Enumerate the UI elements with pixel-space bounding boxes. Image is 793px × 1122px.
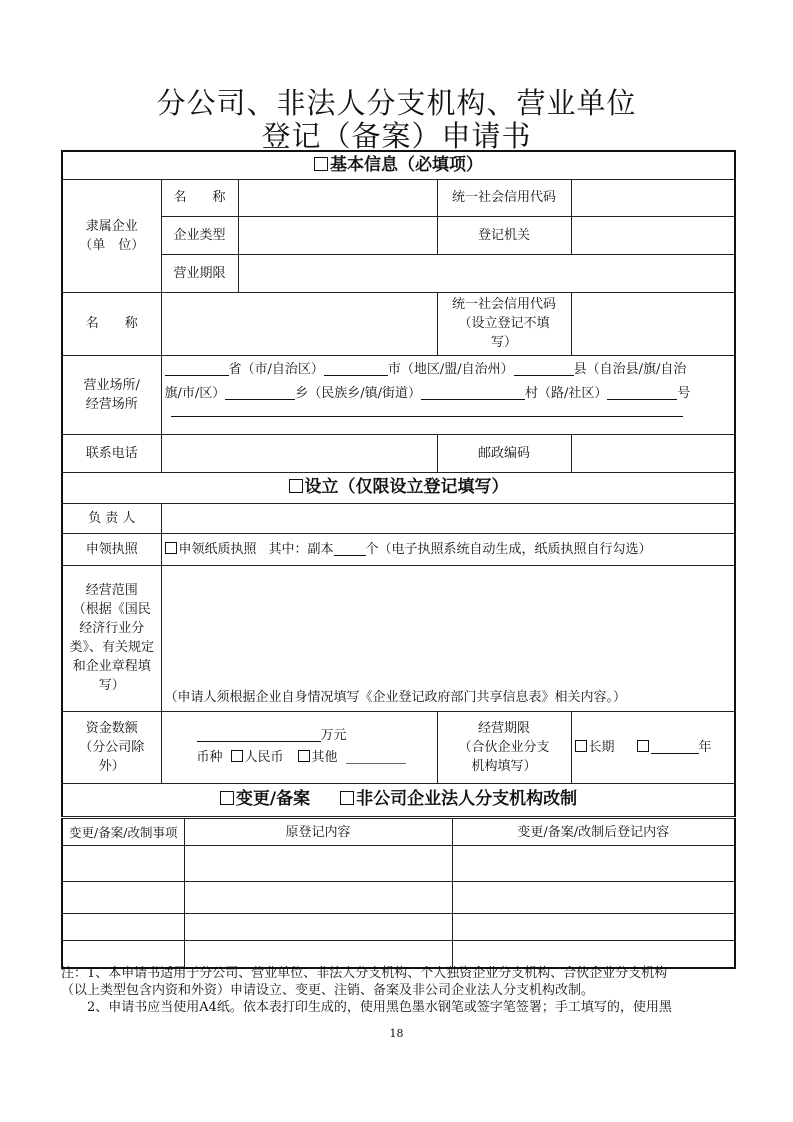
address-label-line2: 经营场所 (85, 396, 138, 412)
change-row-after-cell[interactable] (452, 941, 735, 968)
term-label-line3: 机构填写） (471, 758, 537, 774)
page-number: 18 (389, 1027, 404, 1040)
principal-label: 负 责 人 (62, 503, 161, 533)
currency-other-checkbox[interactable] (298, 750, 310, 762)
change-row-item-cell[interactable] (62, 846, 184, 882)
form-title-line2: 登记（备案）申请书 (261, 119, 532, 153)
license-detail-1: 其中：副本 (268, 541, 334, 557)
capital-unit: 万元 (320, 728, 347, 743)
branch-code-label-line3: 写） (490, 335, 517, 350)
change-row-original-cell[interactable] (184, 914, 452, 941)
scope-label-line3: 经济行业分 (79, 621, 145, 636)
note-line3: 2、申请书应当使用A4纸。依本表打印生成的，使用黑色墨水钢笔或签字笔签署；手工填写的，使用黑 (61, 1000, 672, 1015)
address-label (62, 355, 161, 434)
col-header-original: 原登记内容 (184, 819, 452, 846)
note-line2: （以上类型包含内资和外资）申请设立、变更、注销、备案及非公司企业法人分支机构改制。 (61, 983, 595, 998)
scope-label (62, 565, 161, 711)
reform-header-label: 非公司企业法人分支机构改制 (356, 789, 578, 809)
col-header-after: 变更/备案/改制后登记内容 (452, 819, 735, 846)
scope-label-line4: 类》、有关规定 (69, 640, 154, 655)
change-row-original-cell[interactable] (184, 882, 452, 914)
change-row-after-cell[interactable] (452, 882, 735, 914)
paper-license-checkbox[interactable] (165, 542, 177, 554)
change-header (62, 783, 735, 816)
term-label-line2: （合伙企业分支 (458, 739, 550, 755)
enterprise-type-label: 企业类型 (161, 216, 238, 254)
branch-code-label-line1: 统一社会信用代码 (451, 297, 556, 312)
scope-label-line5: 和企业章程填 (72, 659, 151, 674)
notes (61, 965, 741, 1016)
term-field (571, 711, 735, 783)
change-row-item-cell[interactable] (62, 914, 184, 941)
change-row-original-cell[interactable] (184, 846, 452, 882)
scope-label-line2: （根据《国民 (72, 602, 151, 617)
principal-field[interactable] (161, 503, 735, 533)
term-year-label: 年 (698, 739, 712, 755)
paper-license-label: 申领纸质执照 (178, 541, 257, 557)
number-blank[interactable] (607, 385, 677, 400)
term-long-checkbox[interactable] (575, 740, 587, 752)
col-header-item: 变更/备案/改制事项 (62, 819, 184, 846)
setup-header-label: 设立（仅限设立登记填写） (304, 477, 509, 497)
reform-checkbox[interactable] (340, 791, 354, 805)
parent-credit-code-field[interactable] (571, 179, 735, 216)
term-label-line1: 经营期限 (477, 720, 530, 736)
change-row-after-cell[interactable] (452, 914, 735, 941)
addr-county2-label: 旗/市/区） (164, 385, 226, 401)
addr-city-label: 市（地区/盟/自治州） (387, 361, 514, 377)
capital-label (62, 711, 161, 783)
scope-note: （申请人须根据企业自身情况填写《企业登记政府部门共享信息表》相关内容。） (164, 689, 627, 705)
application-form-table (61, 150, 736, 817)
addr-township-label: 乡（民族乡/镇/街道） (295, 385, 422, 401)
capital-field (161, 711, 437, 783)
branch-name-field[interactable] (161, 292, 437, 355)
capital-label-line2: （分公司除 (79, 739, 145, 755)
parent-name-label: 名 称 (161, 179, 238, 216)
term-years-checkbox[interactable] (637, 740, 649, 752)
scope-field[interactable] (161, 565, 735, 711)
term-long-label: 长期 (588, 739, 615, 755)
parent-label-line1: 隶属企业 (85, 218, 138, 234)
copies-count-blank[interactable] (334, 541, 366, 556)
phone-label: 联系电话 (62, 434, 161, 472)
enterprise-type-field[interactable] (238, 216, 437, 254)
address-label-line1: 营业场所/ (83, 377, 140, 393)
license-label: 申领执照 (62, 533, 161, 565)
license-detail-2: 个（电子执照系统自动生成，纸质执照自行勾选） (365, 541, 652, 557)
change-row (62, 846, 735, 882)
parent-credit-code-label: 统一社会信用代码 (437, 179, 571, 216)
capital-label-line3: 外） (98, 758, 125, 774)
postcode-label: 邮政编码 (437, 434, 571, 472)
term-label (437, 711, 571, 783)
change-row-item-cell[interactable] (62, 941, 184, 968)
parent-label-line2: （单 位） (79, 237, 145, 253)
parent-enterprise-label (62, 179, 161, 292)
license-field (161, 533, 735, 565)
branch-credit-code-field[interactable] (571, 292, 735, 355)
form-title-line1: 分公司、非法人分支机构、营业单位 (156, 86, 637, 120)
change-row (62, 914, 735, 941)
township-blank[interactable] (225, 385, 295, 400)
branch-credit-code-label (437, 292, 571, 355)
term-years-blank[interactable] (651, 739, 699, 754)
change-row (62, 941, 735, 968)
currency-other-label: 其他 (311, 750, 338, 765)
branch-name-label: 名 称 (62, 292, 161, 355)
basic-info-checkbox[interactable] (314, 157, 328, 171)
village-blank[interactable] (421, 385, 525, 400)
basic-info-header (62, 151, 735, 179)
change-header-label: 变更/备案 (235, 789, 311, 809)
note-line1: 注：1、本申请书适用于分公司、营业单位、非法人分支机构、个人独资企业分支机构、合伙企业分支机构 (61, 966, 668, 981)
postcode-field[interactable] (571, 434, 735, 472)
reg-authority-field[interactable] (571, 216, 735, 254)
currency-rmb-checkbox[interactable] (231, 750, 243, 762)
address-extra-line[interactable] (171, 406, 683, 417)
basic-info-header-label: 基本信息（必填项） (330, 154, 484, 175)
parent-name-field[interactable] (238, 179, 437, 216)
currency-rmb-label: 人民币 (244, 750, 284, 765)
province-blank[interactable] (165, 361, 229, 376)
address-field[interactable] (161, 355, 735, 434)
capital-amount-blank[interactable] (197, 727, 321, 742)
change-row-item-cell[interactable] (62, 882, 184, 914)
setup-checkbox[interactable] (289, 479, 303, 493)
county-blank[interactable] (514, 361, 574, 376)
reg-authority-label: 登记机关 (437, 216, 571, 254)
change-table (61, 818, 736, 969)
addr-province-label: 省（市/自治区） (228, 361, 324, 377)
change-row (62, 882, 735, 914)
city-blank[interactable] (324, 361, 388, 376)
business-period-field[interactable] (238, 254, 735, 292)
scope-label-line6: 写） (98, 678, 125, 693)
addr-number-label: 号 (677, 385, 691, 401)
branch-code-label-line2: （设立登记不填 (458, 316, 550, 331)
business-period-label: 营业期限 (161, 254, 238, 292)
setup-header (62, 472, 735, 503)
currency-other-blank[interactable] (346, 749, 406, 764)
scope-label-line1: 经营范围 (85, 583, 138, 598)
phone-field[interactable] (161, 434, 437, 472)
change-checkbox[interactable] (220, 791, 234, 805)
addr-village-label: 村（路/社区） (525, 385, 608, 401)
change-row-after-cell[interactable] (452, 846, 735, 882)
capital-label-line1: 资金数额 (85, 720, 138, 736)
currency-label: 币种 (196, 750, 223, 765)
addr-county-label: 县（自治县/旗/自治 (573, 361, 687, 377)
change-row-original-cell[interactable] (184, 941, 452, 968)
